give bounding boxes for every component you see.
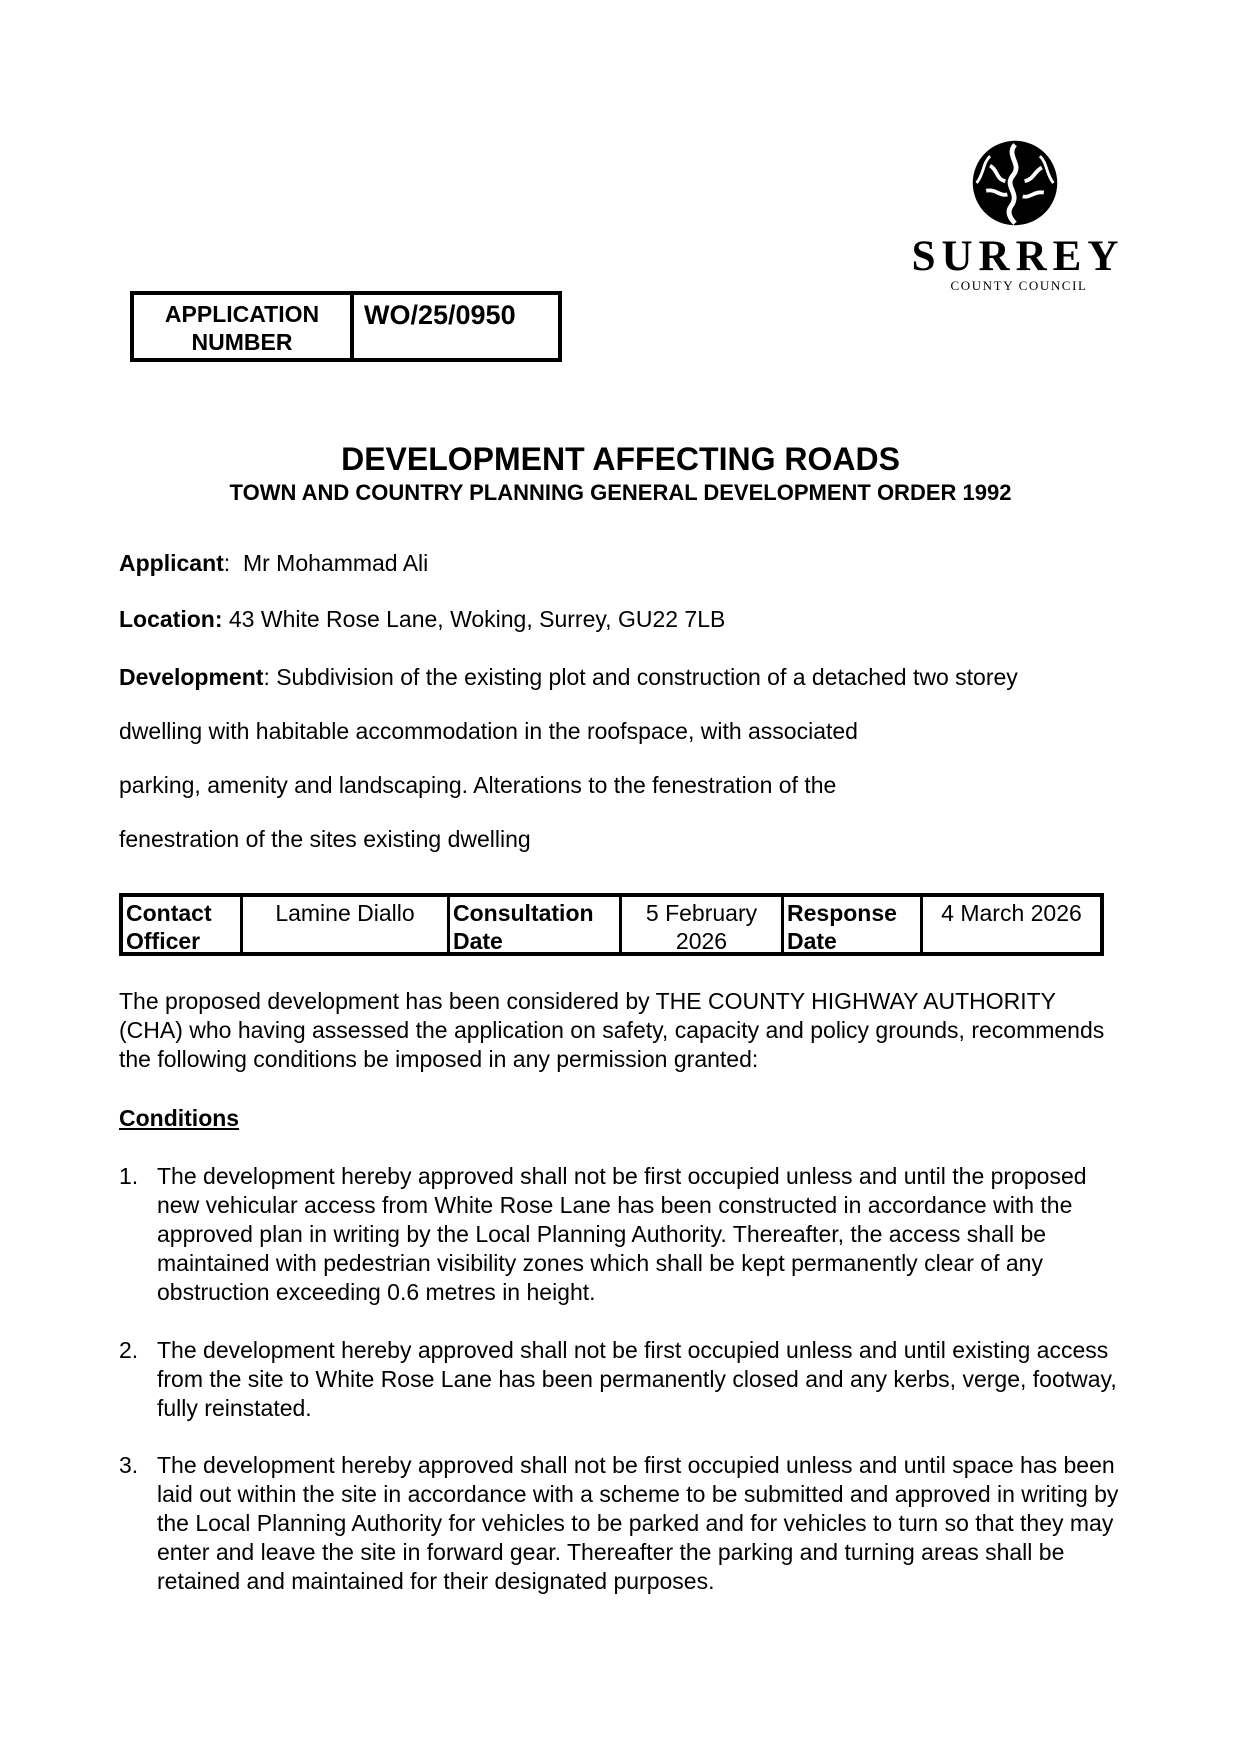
intro-paragraph: The proposed development has been considered by THE COUNTY HIGHWAY AUTHORITY (CHA) who having assessed the application on safety, capacity and policy grounds, recommends the following conditions be imposed in any permission granted: — [119, 988, 1105, 1072]
application-number-value: WO/25/0950 — [364, 300, 516, 330]
development-line: fenestration of the sites existing dwelling — [119, 826, 531, 852]
logo-subtitle: COUNTY COUNCIL — [950, 278, 1088, 293]
application-number-box — [130, 291, 562, 362]
condition-item — [119, 1451, 1119, 1596]
development-line: : Subdivision of the existing plot and construction of a detached two storey — [263, 664, 1018, 690]
response-date-value: 4 March 2026 — [941, 900, 1082, 926]
condition-text: The development hereby approved shall not be first occupied unless and until the proposed new vehicular access from White Rose Lane has been constructed in accordance with the approved plan in writing by the Local Planning Authority. Thereafter, the access shall be maintained with pedestrian visibility zones which shall be kept permanently clear of any obstruction exceeding 0.6 metres in height. — [157, 1163, 1087, 1305]
condition-text: The development hereby approved shall not be first occupied unless and until space has been laid out within the site in accordance with a scheme to be submitted and approved in writing by the Local Planning Authority for vehicles to be parked and for vehicles to turn so that they may enter and leave the site in forward gear. Thereafter the parking and turning areas shall be retained and maintained for their designated purposes. — [157, 1452, 1119, 1594]
condition-text: The development hereby approved shall not be first occupied unless and until existing access from the site to White Rose Lane has been permanently closed and any kerbs, verge, footway, fully reinstated. — [157, 1337, 1117, 1421]
location-field — [119, 605, 725, 633]
location-label: Location: — [119, 606, 223, 632]
condition-number: 1. — [119, 1163, 139, 1189]
contact-officer-value: Lamine Diallo — [243, 897, 450, 952]
consultation-info-table — [119, 893, 1104, 956]
development-label: Development — [119, 664, 264, 690]
application-number-label: APPLICATION NUMBER — [134, 295, 354, 358]
contact-officer-label: Contact Officer — [123, 897, 243, 952]
oak-leaf-icon — [967, 135, 1063, 231]
location-value: 43 White Rose Lane, Woking, Surrey, GU22 7LB — [228, 606, 726, 632]
development-line: parking, amenity and landscaping. Alterations to the fenestration of the — [119, 772, 837, 798]
development-field — [119, 663, 1018, 691]
logo-wordmark: SURREY — [911, 233, 1125, 280]
response-date-label: Response Date — [784, 897, 923, 952]
development-line: dwelling with habitable accommodation in the roofspace, with associated — [119, 718, 858, 744]
applicant-value: Mr Mohammad Ali — [242, 550, 429, 576]
condition-item — [119, 1336, 1119, 1423]
condition-item — [119, 1162, 1119, 1307]
applicant-field: Applicant: Mr Mohammad Ali — [119, 550, 429, 576]
page-subtitle: TOWN AND COUNTRY PLANNING GENERAL DEVELOPMENT ORDER 1992 — [229, 480, 1012, 505]
conditions-heading: Conditions — [119, 1105, 240, 1131]
condition-number: 2. — [119, 1337, 139, 1363]
condition-number: 3. — [119, 1452, 139, 1478]
applicant-label: Applicant — [119, 550, 224, 576]
consultation-date-value: 5 February 2026 — [622, 897, 784, 952]
surrey-logo — [900, 135, 1130, 300]
page-title: DEVELOPMENT AFFECTING ROADS — [341, 441, 900, 477]
consultation-date-label: Consultation Date — [450, 897, 622, 952]
